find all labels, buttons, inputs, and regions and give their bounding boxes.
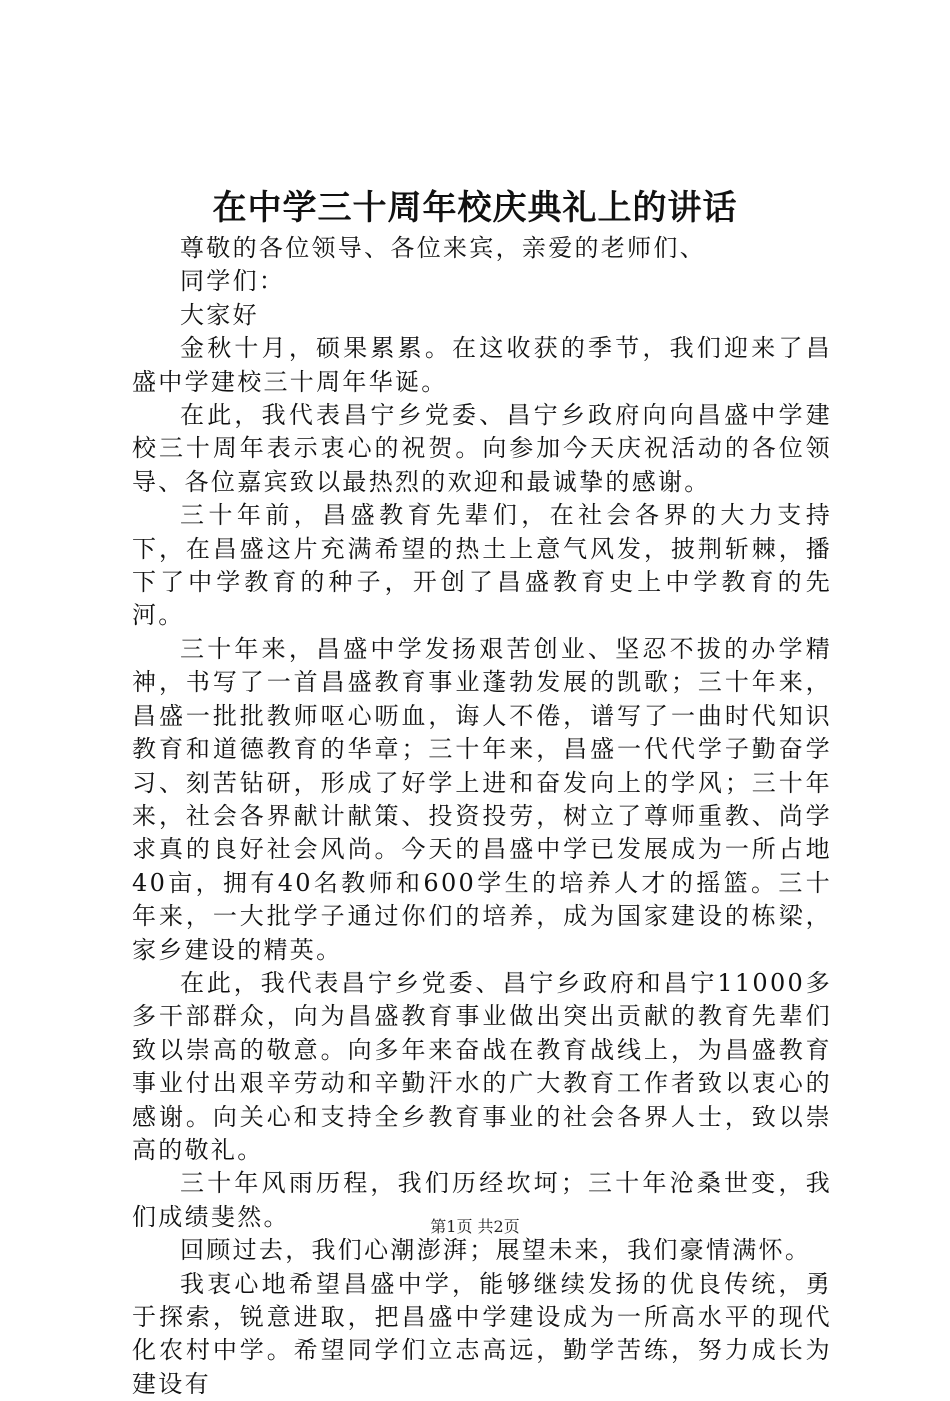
body-paragraph: 三十年来，昌盛中学发扬艰苦创业、坚忍不拔的办学精神，书写了一首昌盛教育事业蓬勃发展的凯歌；三十年来，昌盛一批批教师呕心呖血，诲人不倦，谱写了一曲时代知识教育和道德教育的华章；三十年来，昌盛一代代学子勤奋学习、刻苦钻研，形成了好学上进和奋发向上的学风；三十年来，社会各界献计献策、投资投劳，树立了尊师重教、尚学求真的良好社会风尚。今天的昌盛中学已发展成为一所占地40亩，拥有40名教师和600学生的培养人才的摇篮。三十年来，一大批学子通过你们的培养，成为国家建设的栋梁，家乡建设的精英。 — [132, 634, 832, 964]
salutation-line: 同学们： — [180, 267, 286, 296]
body-paragraph: 在此，我代表昌宁乡党委、昌宁乡政府和昌宁11000多多干部群众，向为昌盛教育事业做出突出贡献的教育先辈们致以崇高的敬意。向多年来奋战在教育战线上，为昌盛教育事业付出艰辛劳动和辛勤汗水的广大教育工作者致以衷心的感谢。向关心和支持全乡教育事业的社会各界人士，致以崇高的敬礼。 — [132, 968, 832, 1164]
body-paragraph: 在此，我代表昌宁乡党委、昌宁乡政府向向昌盛中学建校三十周年表示衷心的祝贺。向参加今天庆祝活动的各位领导、各位嘉宾致以最热烈的欢迎和最诚挚的感谢。 — [132, 401, 832, 496]
salutation-line: 尊敬的各位领导、各位来宾，亲爱的老师们、 — [180, 234, 706, 262]
greeting-line: 大家好 — [180, 300, 259, 329]
body-paragraph: 三十年风雨历程，我们历经坎坷；三十年沧桑世变，我们成绩斐然。 — [132, 1169, 832, 1231]
body-paragraph: 金秋十月，硕果累累。在这收获的季节，我们迎来了昌盛中学建校三十周年华诞。 — [132, 334, 832, 396]
body-paragraph: 回顾过去，我们心潮澎湃；展望未来，我们豪情满怀。 — [180, 1236, 812, 1265]
document-title: 在中学三十周年校庆典礼上的讲话 — [212, 188, 738, 228]
body-paragraph: 我衷心地希望昌盛中学，能够继续发扬的优良传统，勇于探索，锐意进取，把昌盛中学建设成为一所高水平的现代化农村中学。希望同学们立志高远，勤学苦练，努力成长为建设有 — [132, 1269, 832, 1398]
page-number-footer: 第1页 共2页 — [430, 1217, 520, 1236]
body-paragraph: 三十年前，昌盛教育先辈们，在社会各界的大力支持下，在昌盛这片充满希望的热土上意气风发，披荆斩棘，播下了中学教育的种子，开创了昌盛教育史上中学教育的先河。 — [132, 501, 832, 630]
